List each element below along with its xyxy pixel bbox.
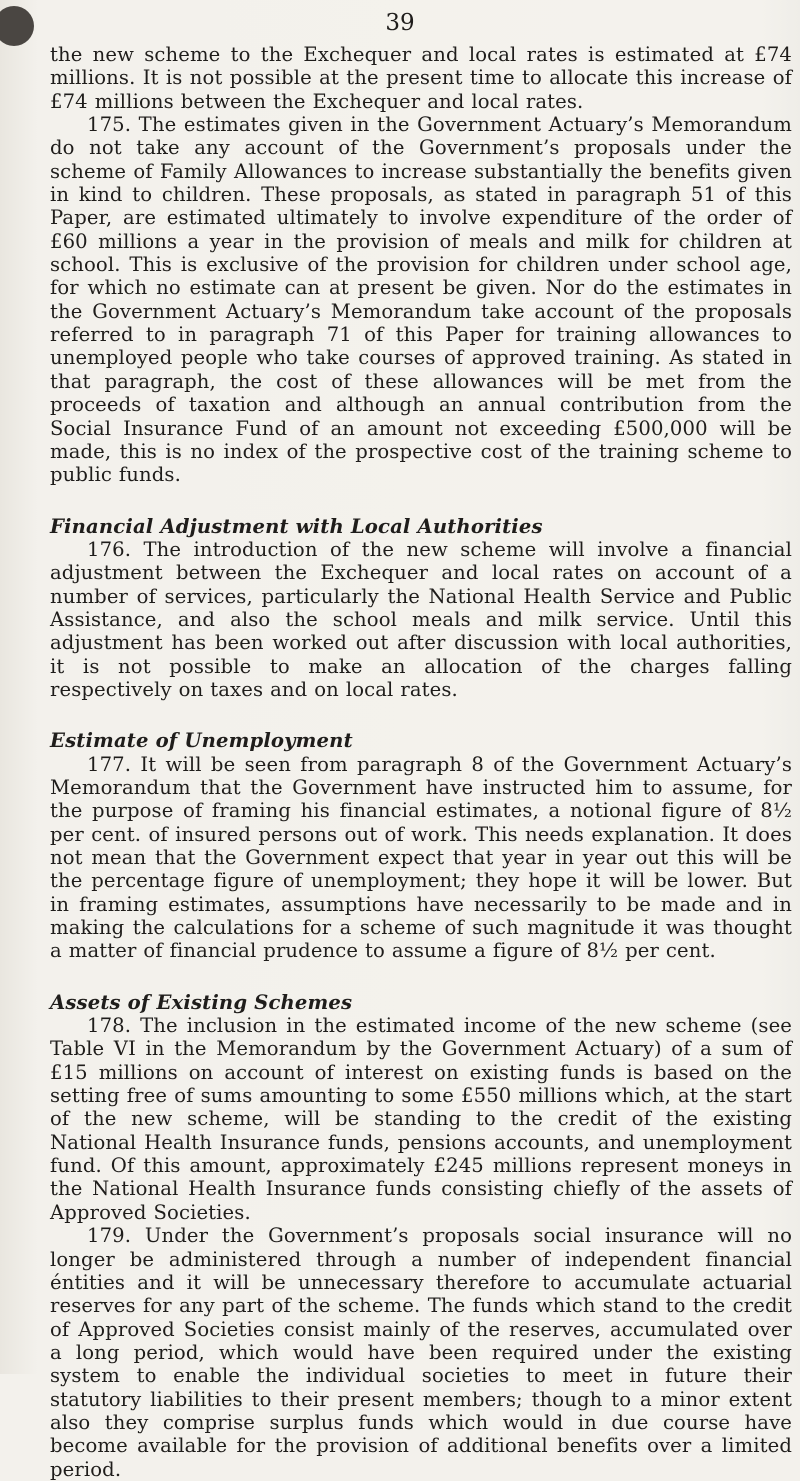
paragraph-174-continued: the new scheme to the Exchequer and local rates is estimated at £74 millions. It is not possible at the present time to allocate this increase of £74 millions between the Exchequer and local rates.: [50, 43, 792, 113]
paragraph-176: 176. The introduction of the new scheme will involve a financial adjustment between the Exchequer and local rates on account of a number of services, particularly the National Health Service and Public Assistance, and also the school meals and milk service. Until this adjustment has been worked out after discussion with local authorities, it is not possible to make an allocation of the charges falling respectively on taxes and on local rates.: [50, 537, 792, 701]
paragraph-179: 179. Under the Government’s proposals social insurance will no longer be administered through a number of independent financial éntities and it will be unnecessary therefore to accumulate actuarial reserves for any part of the scheme. The funds which stand to the credit of Approved Societies consist mainly of the reserves, accumulated over a long period, which would have been required under the existing system to enable the individual societies to meet in future their statutory liabilities to their present members; though to a minor extent also they comprise surplus funds which would in due course have become available for the provision of additional benefits over a limited period.: [50, 1224, 792, 1481]
heading-assets-existing-schemes: Assets of Existing Schemes: [50, 990, 353, 1014]
paragraph-178: 178. The inclusion in the estimated income of the new scheme (see Table VI in the Memorandum by the Government Actuary) of a sum of £15 millions on account of interest on existing funds is based on the setting free of sums amounting to some £550 millions which, at the start of the new scheme, will be standing to the credit of the existing National Health Insurance funds, pensions accounts, and unemployment fund. Of this amount, approximately £245 millions represent moneys in the National Health Insurance funds consisting chiefly of the assets of Approved Societies.: [50, 1014, 792, 1224]
page-number: 39: [385, 10, 415, 36]
heading-financial-adjustment: Financial Adjustment with Local Authorities: [50, 514, 543, 538]
paragraph-177: 177. It will be seen from paragraph 8 of the Government Actuary’s Memorandum that the Government have instructed him to assume, for the purpose of framing his financial estimates, a notional figure of 8½ per cent. of insured persons out of work. This needs explanation. It does not mean that the Government expect that year in year out this will be the percentage figure of unemployment; they hope it will be lower. But in framing estimates, assumptions have necessarily to be made and in making the calculations for a scheme of such magnitude it was thought a matter of financial prudence to assume a figure of 8½ per cent.: [50, 752, 792, 963]
heading-estimate-unemployment: Estimate of Unemployment: [50, 729, 353, 753]
paragraph-175: 175. The estimates given in the Government Actuary’s Memorandum do not take any account of the Government’s proposals under the scheme of Family Allowances to increase substantially the benefits given in kind to children. These proposals, as stated in paragraph 51 of this Paper, are estimated ultimately to involve expenditure of the order of £60 millions a year in the provision of meals and milk for children at school. This is exclusive of the provision for children under school age, for which no estimate can at present be given. Nor do the estimates in the Government Actuary’s Memorandum take account of the proposals referred to in paragraph 71 of this Paper for training allowances to unemployed people who take courses of approved training. As stated in that paragraph, the cost of these allowances will be met from the proceeds of taxation and although an annual contribution from the Social Insurance Fund of an amount not exceeding £500,000 will be made, this is no index of the prospective cost of the training scheme to public funds.: [50, 113, 792, 487]
page-body: [50, 43, 792, 1481]
